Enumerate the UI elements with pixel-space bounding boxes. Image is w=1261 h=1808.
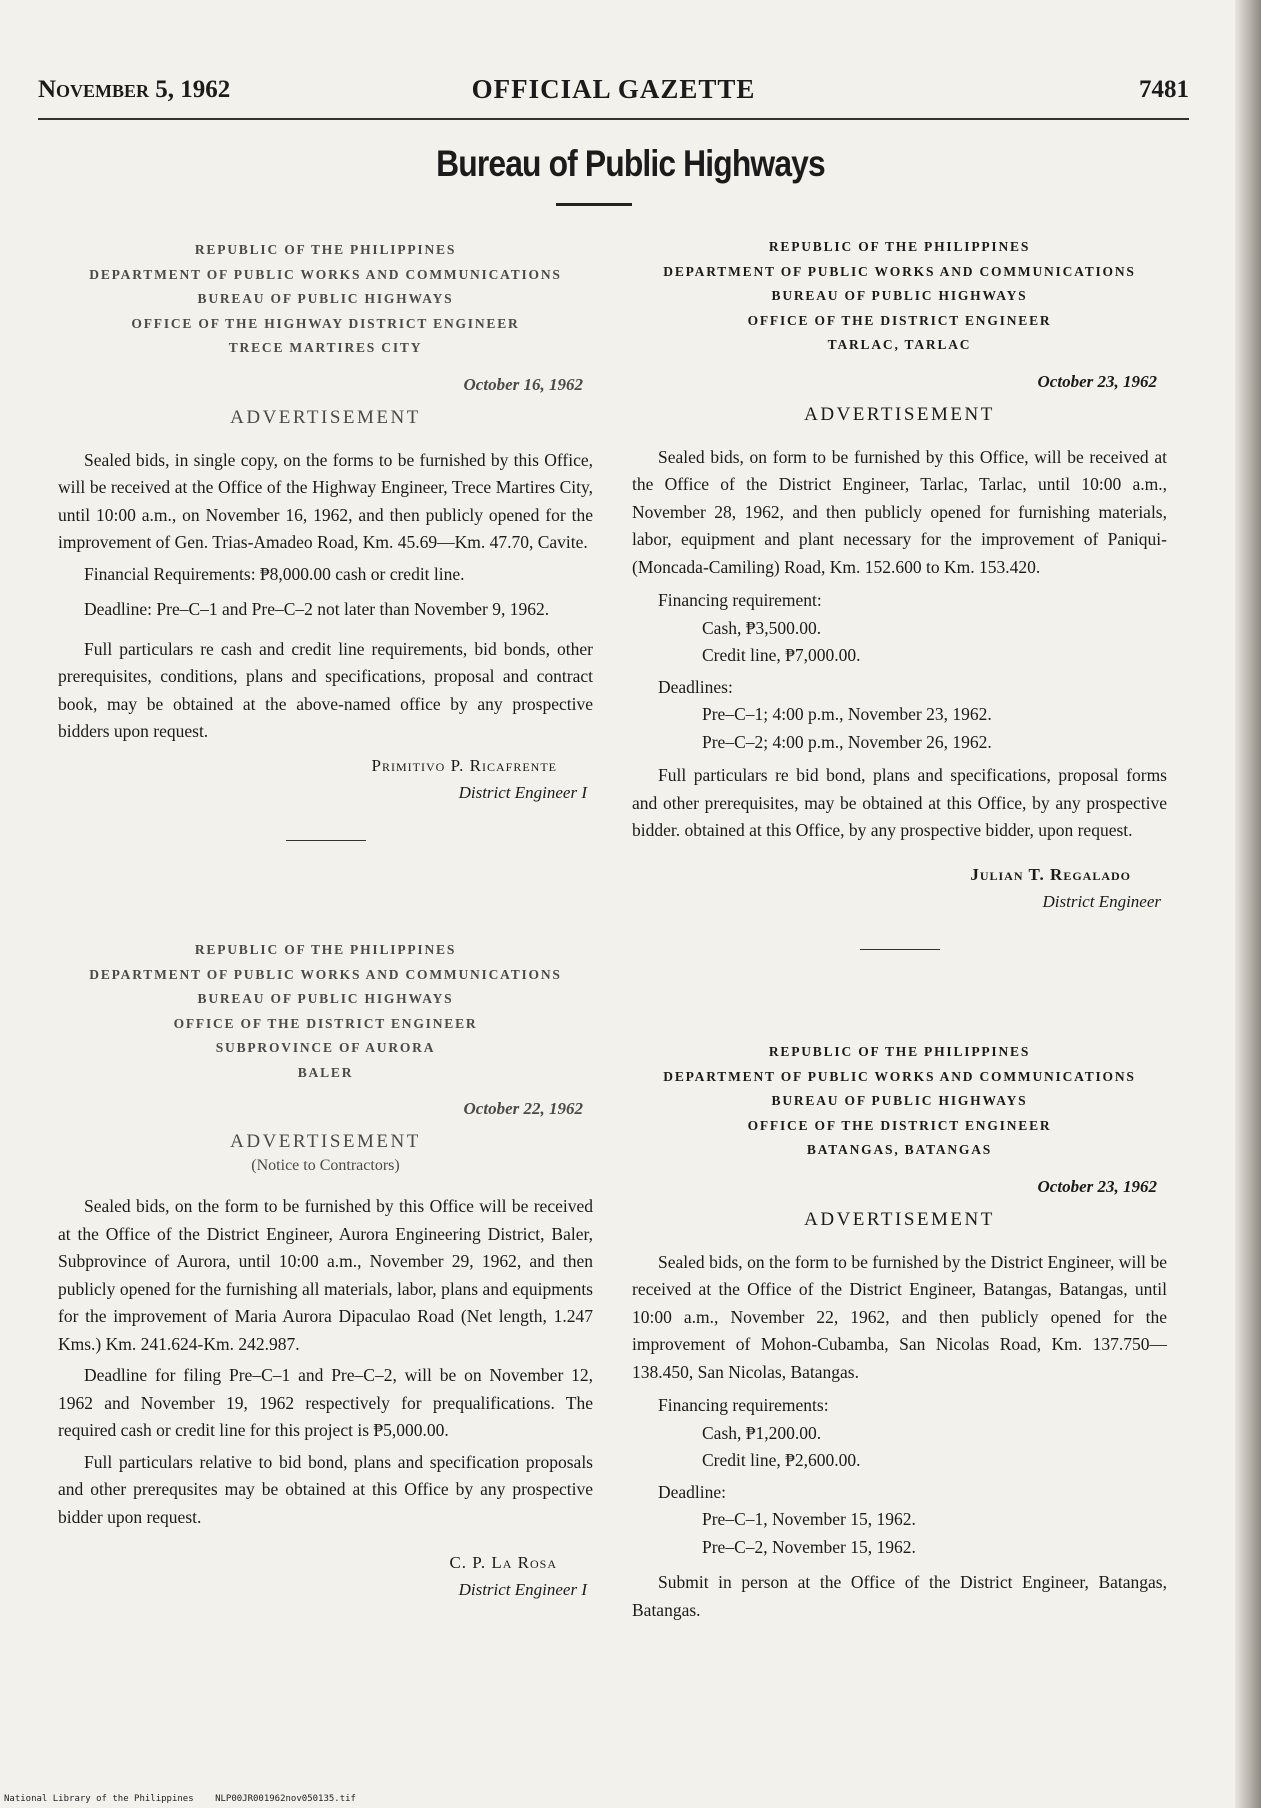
office-line: OFFICE OF THE DISTRICT ENGINEER [747,1117,1052,1133]
header-divider [38,118,1189,120]
notice-paragraph: Full particulars re bid bond, plans and specifications, proposal forms and other prerequisites, may be obtained at this Office, by any prospective bidder. obtained at this Office, by any prospective bidder, upon request. [632,765,1167,840]
notice-paragraph: Sealed bids, on the form to be furnished by this Office will be received at the Office of the District Engineer, Aurora Engineering District, Baler, Subprovince of Aurora, until 10:00 a.m., November 29, 1962, and then publicly opened for the furnishing all materials, labor, plans and equipments for the improvement of Maria Aurora Dipaculao Road (Net length, 1.247 Kms.) Km. 241.624-Km. 242.987. [58,1196,593,1354]
office-line: REPUBLIC OF THE PHILIPPINES [194,242,457,257]
notice-date: October 16, 1962 [463,374,583,394]
notice-heading: ADVERTISEMENT [230,406,421,428]
office-line: TARLAC, TARLAC [827,337,972,352]
cash-requirement: Cash, ₱3,500.00. [702,617,822,638]
office-line: BATANGAS, BATANGAS [806,1142,993,1157]
header-title: OFFICIAL GAZETTE [471,74,756,104]
office-line: OFFICE OF THE DISTRICT ENGINEER [173,1015,478,1031]
office-line: REPUBLIC OF THE PHILIPPINES [768,239,1031,254]
office-line: REPUBLIC OF THE PHILIPPINES [768,1044,1031,1059]
cash-requirement: Cash, ₱1,200.00. [702,1422,822,1443]
notice-divider [860,949,940,950]
signature-block [632,861,1167,915]
deadline-item: Pre–C–2; 4:00 p.m., November 26, 1962. [702,731,992,752]
notice-paragraph: Sealed bids, in single copy, on the forms to be furnished by this Office, will be received at the Office of the Highway Engineer, Trece Martires City, until 10:00 a.m., on November 16, 1962, and then publicly opened for the improvement of Gen. Trias-Amadeo Road, Km. 45.69—Km. 47.70, Cavite. [58,449,593,552]
deadlines-label: Deadlines: [658,676,733,697]
deadline-item: Pre–C–2, November 15, 1962. [702,1536,916,1557]
notice-heading: ADVERTISEMENT [230,1131,421,1152]
notice-trece-martires [58,238,593,841]
notice-heading: ADVERTISEMENT [804,1208,995,1230]
financing-label: Financing requirements: [658,1395,829,1415]
notice-date: October 23, 1962 [1037,1176,1157,1196]
notice-paragraph: Submit in person at the Office of the District Engineer, Batangas, Batangas. [632,1572,1167,1620]
office-line: DEPARTMENT OF PUBLIC WORKS AND COMMUNICATIONS [663,1068,1136,1084]
signer-title: District Engineer [1042,891,1161,911]
signer-name: C. P. La Rosa [449,1553,557,1572]
notice-tarlac [632,235,1167,950]
notice-paragraph: Full particulars relative to bid bond, plans and specification proposals and other prerequsites may be obtained at this Office by any prospective bidder upon request. [58,1451,593,1527]
page-header [38,70,1189,110]
office-line: BUREAU OF PUBLIC HIGHWAYS [197,991,454,1006]
notice-paragraph: Full particulars re cash and credit line requirements, bid bonds, other prerequisites, conditions, plans and specifications, proposal and contract book, may be obtained at the above-named office by any prospective bidders upon request. [58,638,593,741]
office-line: DEPARTMENT OF PUBLIC WORKS AND COMMUNICATIONS [89,266,562,282]
deadline-label: Deadline: [658,1481,727,1502]
signer-title: District Engineer I [458,782,587,802]
notice-paragraph: Sealed bids, on form to be furnished by this Office, will be received at the Office of the District Engineer, Tarlac, Tarlac, until 10:00 a.m., November 28, 1962, and then publicly opened for furnishing materials, labor, equipment and plant necessary for the improvement of Paniqui-(Moncada-Camiling) Road, Km. 152.600 to Km. 153.420. [632,446,1167,577]
office-line: SUBPROVINCE OF AURORA [215,1040,436,1055]
footer-file: NLP00JR001962nov050135.tif [215,1794,356,1804]
title-divider [556,203,632,206]
footer-library: National Library of the Philippines [4,1794,194,1804]
office-line: BALER [297,1064,354,1080]
notice-heading: ADVERTISEMENT [804,403,995,425]
deadline-item: Pre–C–1; 4:00 p.m., November 23, 1962. [702,704,992,724]
signer-name: Julian T. Regalado [970,864,1131,884]
notice-subheading: (Notice to Contractors) [251,1157,400,1174]
signature-block [58,752,593,806]
credit-requirement: Credit line, ₱7,000.00. [702,645,861,665]
office-line: BUREAU OF PUBLIC HIGHWAYS [197,291,454,306]
signer-title: District Engineer I [458,1580,587,1599]
office-line: OFFICE OF THE DISTRICT ENGINEER [747,312,1052,328]
header-page-number: 7481 [1139,76,1189,103]
notice-aurora [58,938,593,1603]
office-line: REPUBLIC OF THE PHILIPPINES [194,942,457,957]
office-line: DEPARTMENT OF PUBLIC WORKS AND COMMUNICATIONS [89,966,562,982]
office-line: BUREAU OF PUBLIC HIGHWAYS [771,288,1028,303]
notice-batangas [632,1040,1167,1624]
header-date: November 5, 1962 [38,76,231,103]
notice-paragraph: Deadline: Pre–C–1 and Pre–C–2 not later than November 9, 1962. [84,599,550,619]
office-line: BUREAU OF PUBLIC HIGHWAYS [771,1093,1028,1108]
notice-date: October 23, 1962 [1037,371,1157,391]
notice-paragraph: Sealed bids, on the form to be furnished by the District Engineer, will be received at the Office of the District Engineer, Batangas, Batangas, until 10:00 a.m., November 22, 1962, and then publicly opened for the improvement of Mohon-Cubamba, San Nicolas Road, Km. 137.750—138.450, San Nicolas, Batangas. [632,1251,1167,1382]
scan-footer [4,1794,372,1804]
office-line: DEPARTMENT OF PUBLIC WORKS AND COMMUNICATIONS [663,263,1136,279]
deadline-item: Pre–C–1, November 15, 1962. [702,1509,916,1529]
section-title: Bureau of Public Highways [436,143,825,184]
signer-name: Primitivo P. Ricafrente [371,755,557,775]
notice-date: October 22, 1962 [463,1099,583,1118]
notice-paragraph: Financial Requirements: ₱8,000.00 cash or credit line. [84,563,465,584]
page-spine-shadow [1235,0,1261,1808]
signature-block [58,1549,593,1603]
notice-paragraph: Deadline for filing Pre–C–1 and Pre–C–2, will be on November 12, 1962 and November 19, 1962 respectively for prequalifications. The required cash or credit line for this project is ₱5,000.00. [58,1365,593,1440]
credit-requirement: Credit line, ₱2,600.00. [702,1450,861,1470]
office-line: TRECE MARTIRES CITY [228,340,423,355]
financing-label: Financing requirement: [658,590,822,610]
office-line: OFFICE OF THE HIGHWAY DISTRICT ENGINEER [131,315,520,331]
notice-divider [286,840,366,841]
